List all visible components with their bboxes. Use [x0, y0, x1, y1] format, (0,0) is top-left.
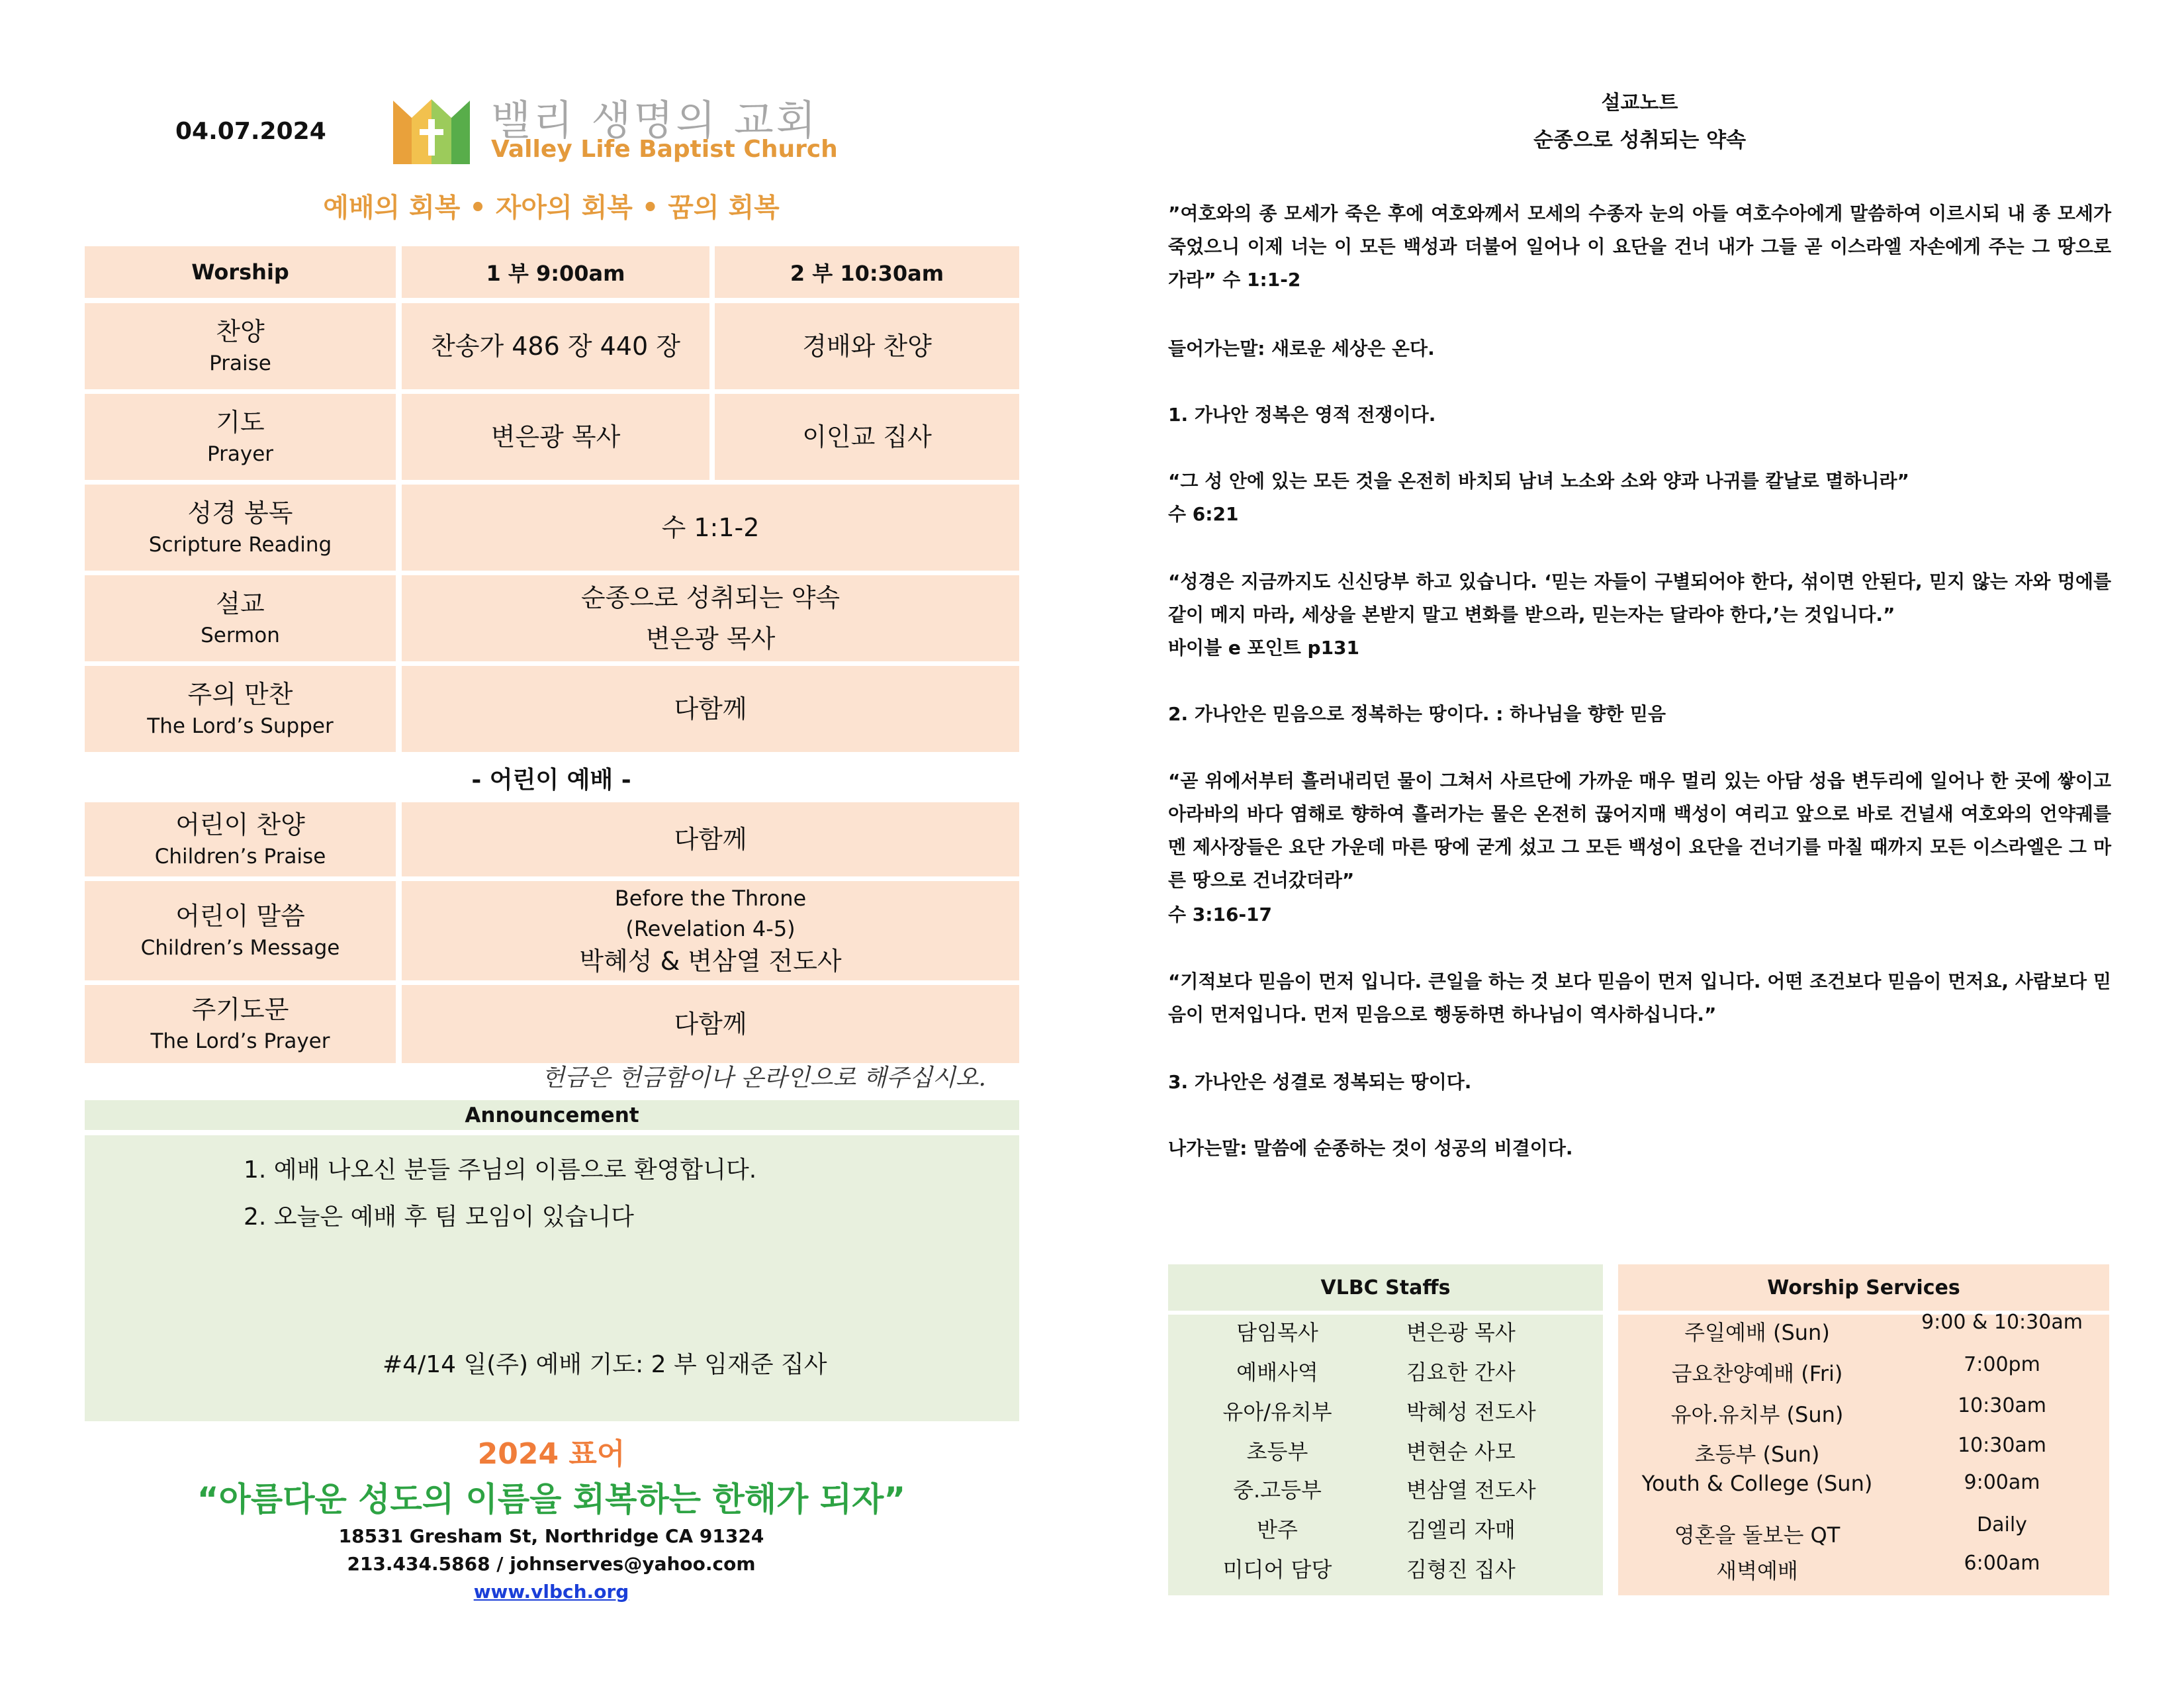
scripture-quote: “그 성 안에 있는 모든 것을 온전히 바치되 남녀 노소와 소와 양과 나귀를 칼날로 멸하니라” [1168, 470, 1909, 492]
childrens-message-details [402, 881, 1019, 980]
scripture-quote: “곧 위에서부터 흘러내리던 물이 그쳐서 사르단에 가까운 매우 멀리 있는 아담 성읍 변두리에 일어나 한 곳에 쌓이고 아라바의 바다 염해로 향하여 흘러가는 물은 온전히 끊어지매 백성이 여리고 앞으로 바로 건널새 여호와의 언약궤를 멘 제사장들은 요단 가운데 마른 땅에 굳게 섰고 그 모든 백성이 요단을 건너기를 마칠 때까지 모든 이스라엘은 그 마른 땅으로 건너갔더라” [1168, 770, 2111, 891]
staff-role: 초등부 [1246, 1439, 1308, 1464]
lords-supper-value [402, 666, 1019, 752]
service-time: 9:00am [1964, 1471, 2040, 1494]
lords-prayer-value [402, 985, 1019, 1063]
prayer-second-service [715, 394, 1019, 480]
cell-value: 변은광 목사 [490, 422, 621, 451]
service-name: 주일예배 (Sun) [1684, 1320, 1830, 1345]
service-time: 10:30am [1957, 1394, 2047, 1417]
cell-value: 다함께 [674, 825, 747, 854]
point-one: 1. 가나안 정복은 영적 전쟁이다. [1168, 404, 1436, 426]
label-korean: 설교 [216, 589, 265, 618]
services-list [1618, 1311, 2109, 1595]
staff-role: 중.고등부 [1233, 1477, 1322, 1503]
bulletin-date: 04.07.2024 [175, 118, 326, 145]
sermon-details [402, 575, 1019, 661]
service-time: 9:00 & 10:30am [1921, 1311, 2083, 1334]
church-name-english: Valley Life Baptist Church [491, 136, 838, 163]
childrens-praise-value [402, 802, 1019, 876]
cell-value: 경배와 찬양 [802, 332, 932, 361]
label-korean: 성경 봉독 [187, 498, 293, 528]
staff-name: 김형진 집사 [1406, 1557, 1516, 1582]
cell-value: 다함께 [674, 694, 747, 724]
service-name: 초등부 (Sun) [1694, 1442, 1820, 1467]
faith-quote: “기적보다 믿음이 먼저 입니다. 큰일을 하는 것 보다 믿음이 먼저 입니다. 어떤 조건보다 믿음이 먼저요, 사람보다 믿음이 먼저입니다. 먼저 믿음으로 행동하면 하나님이 역사하십니다.” [1168, 970, 2111, 1025]
table-header-second-service [715, 246, 1019, 298]
phone-email: 213.434.5868 / johnserves@yahoo.com [347, 1553, 756, 1575]
offering-note: 헌금은 헌금함이나 온라인으로 해주십시오. [541, 1064, 986, 1092]
praise-second-service [715, 303, 1019, 389]
prayer-schedule-note: #4/14 일(주) 예배 기도: 2 부 임재준 집사 [383, 1351, 827, 1378]
service-name: 새벽예배 [1716, 1558, 1798, 1583]
row-label-childrens-message [85, 881, 396, 980]
label-korean: 주기도문 [191, 995, 289, 1024]
services-header: Worship Services [1618, 1264, 2109, 1311]
website-link[interactable]: www.vlbch.org [473, 1581, 629, 1603]
contact-info [85, 1523, 1018, 1606]
staff-role: 유아/유치부 [1222, 1399, 1332, 1425]
label-korean: 주의 만찬 [187, 680, 293, 709]
staff-header: VLBC Staffs [1168, 1264, 1603, 1311]
sermon-notes-title: 설교노트 [1601, 91, 1678, 115]
scripture-reference [402, 485, 1019, 571]
table-header-worship [85, 246, 396, 298]
church-motto: 예배의 회복 • 자아의 회복 • 꿈의 회복 [323, 193, 780, 223]
prayer-first-service [402, 394, 709, 480]
staff-role: 예배사역 [1236, 1360, 1318, 1385]
staff-name: 김요한 간사 [1406, 1360, 1516, 1385]
table-header-first-service [402, 246, 709, 298]
service-name: 영혼을 돌보는 QT [1674, 1523, 1841, 1548]
label-english: Children’s Praise [154, 845, 326, 868]
conclusion: 나가는말: 말씀에 순종하는 것이 성공의 비결이다. [1168, 1137, 1573, 1159]
service-time: 6:00am [1964, 1552, 2040, 1575]
service-time: 10:30am [1957, 1434, 2047, 1457]
row-label-scripture [85, 485, 396, 571]
book-quote: “성경은 지금까지도 신신당부 하고 있습니다. ‘믿는 자들이 구별되어야 한다, 섞이면 안된다, 믿지 않는 자와 멍에를 같이 메지 마라, 세상을 본받지 말고 변화를 받으라, 믿는자는 달라야 한다,’는 것입니다.” [1168, 571, 2111, 626]
sermon-preacher: 변은광 목사 [645, 624, 776, 653]
label-english: Children’s Message [140, 936, 340, 960]
sermon-title: 순종으로 성취되는 약속 [580, 583, 841, 612]
label-korean: 찬양 [216, 317, 265, 346]
staff-box [1168, 1264, 1603, 1595]
announcement-body [85, 1135, 1019, 1421]
staff-list [1168, 1315, 1603, 1595]
header-label: Worship [191, 259, 289, 285]
header-label: 2 부 10:30am [790, 261, 944, 286]
staff-name: 변은광 목사 [1406, 1320, 1516, 1345]
service-name: Youth & College (Sun) [1641, 1471, 1873, 1496]
worship-services-box [1618, 1264, 2109, 1595]
cell-value: 이인교 집사 [802, 422, 932, 451]
message-speakers: 박혜성 & 변삼열 전도사 [579, 947, 842, 976]
row-label-lords-prayer [85, 985, 396, 1063]
announcement-header: Announcement [85, 1100, 1019, 1130]
label-english: Scripture Reading [148, 533, 332, 557]
announcement-item: 2. 오늘은 예배 후 팀 모임이 있습니다 [244, 1203, 634, 1231]
book-reference: 바이블 e 포인트 p131 [1168, 637, 1360, 659]
row-label-childrens-praise [85, 802, 396, 876]
staff-name: 박혜성 전도사 [1406, 1399, 1536, 1425]
service-name: 금요찬양예배 (Fri) [1671, 1361, 1843, 1386]
staff-name: 김엘리 자매 [1406, 1517, 1516, 1542]
row-label-lords-supper [85, 666, 396, 752]
church-logo-icon [392, 93, 471, 164]
announcement-item: 1. 예배 나오신 분들 주님의 이름으로 환영합니다. [244, 1156, 757, 1184]
cell-value: 찬송가 486 장 440 장 [431, 332, 680, 361]
church-name-korean: 밸리 생명의 교회 [491, 96, 819, 144]
staff-name: 변삼열 전도사 [1406, 1477, 1536, 1503]
service-time: 7:00pm [1964, 1353, 2040, 1376]
staff-name: 변현순 사모 [1406, 1439, 1516, 1464]
row-label-sermon [85, 575, 396, 661]
point-two: 2. 가나안은 믿음으로 정복하는 땅이다. : 하나님을 향한 믿음 [1168, 703, 1666, 725]
cell-value: 다함께 [674, 1009, 747, 1039]
staff-role: 미디어 담당 [1222, 1557, 1332, 1582]
label-english: Sermon [201, 624, 280, 647]
row-label-praise [85, 303, 396, 389]
label-english: The Lord’s Supper [147, 714, 334, 738]
scripture-reference: 수 6:21 [1168, 503, 1239, 525]
label-korean: 어린이 찬양 [175, 810, 305, 839]
point-three: 3. 가나안은 성결로 정복되는 땅이다. [1168, 1071, 1472, 1093]
theme-slogan: “아름다운 성도의 이름을 회복하는 한해가 되자” [197, 1480, 906, 1519]
service-name: 유아.유치부 (Sun) [1670, 1402, 1844, 1427]
address: 18531 Gresham St, Northridge CA 91324 [338, 1525, 764, 1547]
label-korean: 어린이 말씀 [175, 902, 305, 931]
theme-year: 2024 표어 [477, 1437, 625, 1471]
scripture-reference: 수 3:16-17 [1168, 904, 1273, 925]
introduction: 들어가는말: 새로운 세상은 온다. [1168, 338, 1435, 359]
sermon-notes-subtitle: 순종으로 성취되는 약속 [1533, 128, 1747, 152]
label-english: Praise [209, 352, 271, 375]
cell-value: 수 1:1-2 [661, 513, 760, 542]
row-label-prayer [85, 394, 396, 480]
label-english: The Lord’s Prayer [150, 1029, 330, 1053]
childrens-worship-title: - 어린이 예배 - [471, 767, 631, 794]
service-time: Daily [1977, 1513, 2027, 1536]
message-scripture: (Revelation 4-5) [625, 916, 796, 941]
message-title: Before the Throne [614, 886, 807, 911]
praise-first-service [402, 303, 709, 389]
staff-role: 담임목사 [1236, 1320, 1318, 1345]
scripture-quote: ”여호와의 종 모세가 죽은 후에 여호와께서 모세의 수종자 눈의 아들 여호수아에게 말씀하여 이르시되 내 종 모세가 죽었으니 이제 너는 이 모든 백성과 더불어 일어나 이 요단을 건너 내가 그들 곧 이스라엘 자손에게 주는 그 땅으로 가라” 수 1:1-2 [1168, 203, 2111, 291]
label-korean: 기도 [216, 408, 265, 437]
label-english: Prayer [206, 442, 274, 466]
header-label: 1 부 9:00am [486, 261, 625, 286]
staff-role: 반주 [1257, 1517, 1298, 1542]
